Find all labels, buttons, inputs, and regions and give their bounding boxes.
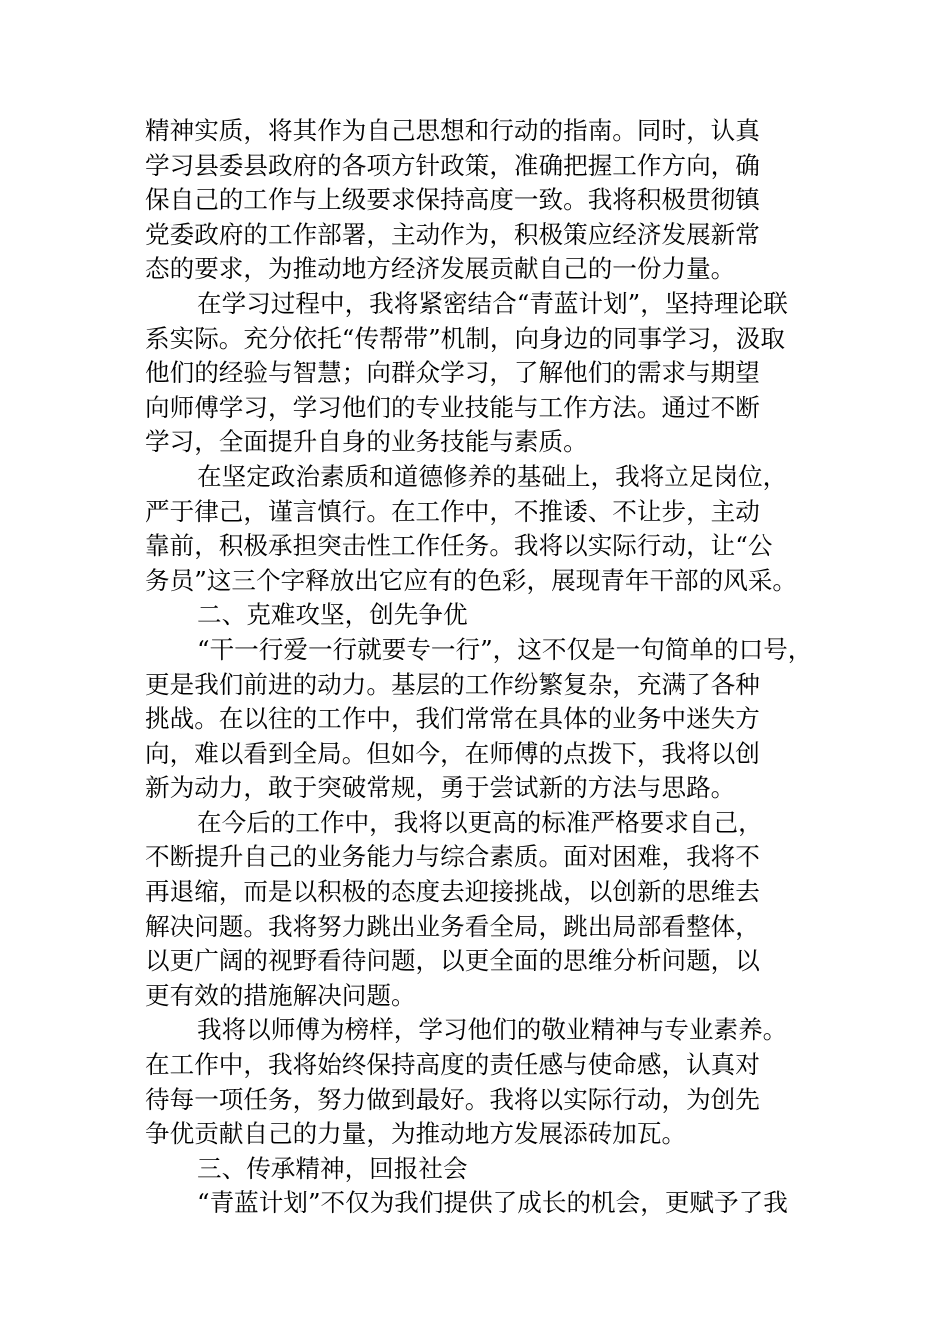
text-line: 更是我们前进的动力。基层的工作纷繁复杂，充满了各种	[145, 669, 760, 699]
section-heading	[145, 1152, 835, 1187]
text-line: 靠前，积极承担突击性工作任务。我将以实际行动，让“公	[145, 531, 773, 561]
text-line: 态的要求，为推动地方经济发展贡献自己的一份力量。	[145, 254, 736, 284]
text-line: 务员”这三个字释放出它应有的色彩，展现青年干部的风采。	[145, 565, 798, 595]
text-line: “青蓝计划”不仅为我们提供了成长的机会，更赋予了我	[197, 1188, 788, 1218]
text-line: 学习，全面提升自身的业务技能与素质。	[145, 427, 588, 457]
section-heading-text: 三、传承精神，回报社会	[197, 1153, 468, 1183]
text-line: 我将以师傅为榜样，学习他们的敬业精神与专业素养。	[197, 1015, 788, 1045]
text-line: 争优贡献自己的力量，为推动地方发展添砖加瓦。	[145, 1119, 687, 1149]
text-line: 他们的经验与智慧；向群众学习，了解他们的需求与期望	[145, 358, 760, 388]
text-line: 严于律己，谨言慎行。在工作中，不推诿、不让步，主动	[145, 496, 760, 526]
paragraph	[145, 114, 835, 287]
text-line: 不断提升自己的业务能力与综合素质。面对困难，我将不	[145, 842, 760, 872]
text-line: 精神实质，将其作为自己思想和行动的指南。同时，认真	[145, 116, 760, 145]
paragraph	[145, 460, 835, 598]
text-line: 再退缩，而是以积极的态度去迎接挑战，以创新的思维去	[145, 877, 760, 907]
text-line: 以更广阔的视野看待问题，以更全面的思维分析问题，以	[145, 946, 760, 976]
text-line: 向，难以看到全局。但如今，在师傅的点拨下，我将以创	[145, 738, 760, 768]
text-line: 保自己的工作与上级要求保持高度一致。我将积极贯彻镇	[145, 185, 760, 215]
paragraph	[145, 806, 835, 1014]
section-heading-text: 二、克难攻坚，创先争优	[197, 600, 468, 630]
text-line: 向师傅学习，学习他们的专业技能与工作方法。通过不断	[145, 392, 760, 422]
text-line: 挑战。在以往的工作中，我们常常在具体的业务中迷失方	[145, 704, 760, 734]
text-line: 新为动力，敢于突破常规，勇于尝试新的方法与思路。	[145, 773, 736, 803]
text-line: 在工作中，我将始终保持高度的责任感与使命感，认真对	[145, 1050, 760, 1080]
paragraph	[145, 633, 835, 806]
text-line: 在坚定政治素质和道德修养的基础上，我将立足岗位，	[197, 461, 788, 491]
text-line: “干一行爱一行就要专一行”，这不仅是一句简单的口号，	[197, 634, 813, 664]
text-line: 系实际。充分依托“传帮带”机制，向身边的同事学习，汲取	[145, 323, 785, 353]
text-line: 党委政府的工作部署，主动作为，积极策应经济发展新常	[145, 219, 760, 249]
paragraph	[145, 1013, 835, 1151]
text-line: 待每一项任务，努力做到最好。我将以实际行动，为创先	[145, 1084, 760, 1114]
text-line: 学习县委县政府的各项方针政策，准确把握工作方向，确	[145, 150, 760, 180]
paragraph	[145, 1186, 835, 1221]
text-line: 在学习过程中，我将紧密结合“青蓝计划”，坚持理论联	[197, 288, 788, 318]
text-line: 更有效的措施解决问题。	[145, 980, 416, 1010]
text-line: 解决问题。我将努力跳出业务看全局，跳出局部看整体，	[145, 911, 760, 941]
section-heading	[145, 598, 835, 633]
text-line: 在今后的工作中，我将以更高的标准严格要求自己，	[197, 807, 763, 837]
document-body	[145, 114, 835, 1221]
paragraph	[145, 287, 835, 460]
